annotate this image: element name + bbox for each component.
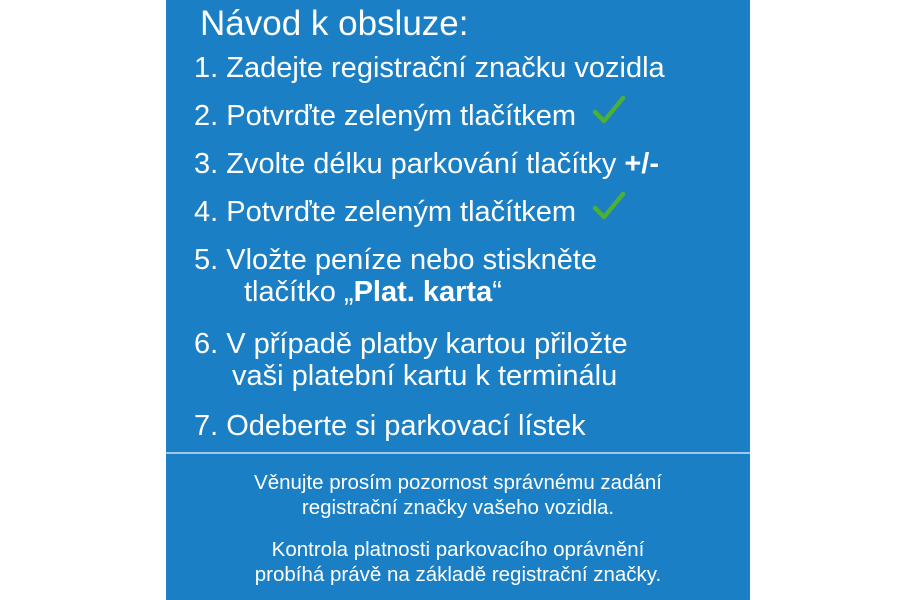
step-2 [194, 100, 754, 148]
instruction-panel [166, 0, 750, 600]
note-2-line1: Kontrola platnosti parkovacího oprávnění [271, 538, 645, 561]
step-1: 1. Zadejte registrační značku vozidla [194, 52, 665, 84]
note-1-line2: registrační značky vašeho vozidla. [301, 496, 615, 519]
step-6-line2: vaši platební kartu k terminálu [232, 360, 618, 392]
step-4-text: 4. Potvrďte zeleným tlačítkem [194, 196, 577, 228]
note-2-line2: probíhá právě na základě registrační značky. [254, 563, 662, 586]
step-5-line2 [194, 276, 754, 308]
check-icon [592, 95, 626, 132]
step-7: 7. Odeberte si parkovací lístek [194, 410, 586, 442]
panel-title: Návod k obsluze: [200, 4, 469, 43]
step-6 [194, 328, 754, 410]
step-6-line1: 6. V případě platby kartou přiložte [194, 328, 628, 360]
step-5-line1: 5. Vložte peníze nebo stiskněte [194, 244, 598, 276]
step-4 [194, 196, 754, 244]
note-2 [166, 537, 750, 587]
step-3-bold: +/- [624, 148, 660, 180]
divider [166, 452, 750, 454]
step-5 [194, 244, 754, 328]
check-icon [592, 191, 626, 228]
step-5-line2-post: “ [492, 276, 502, 308]
steps-list [194, 52, 754, 450]
note-1-line1: Věnujte prosím pozornost správnému zadání [254, 471, 662, 494]
step-3-text: 3. Zvolte délku parkování tlačítky [194, 148, 625, 180]
note-1 [166, 470, 750, 520]
step-3 [194, 148, 754, 196]
step-5-line2-bold: Plat. karta [353, 276, 493, 308]
step-2-text: 2. Potvrďte zeleným tlačítkem [194, 100, 577, 132]
step-5-line2-pre: tlačítko „ [244, 276, 354, 308]
